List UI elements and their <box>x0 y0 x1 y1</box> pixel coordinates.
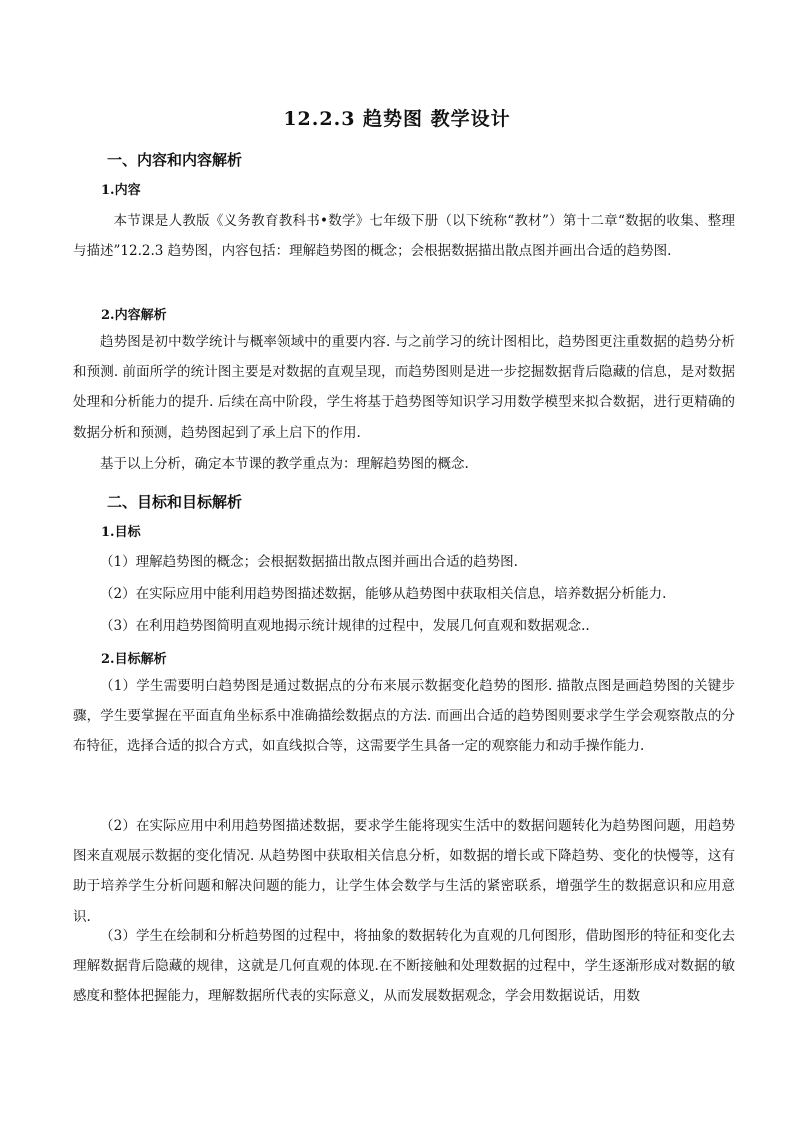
paragraph-content: 本节课是人教版《义务教育教科书•数学》七年级下册（以下统称“教材”）第十二章“数据的收集、整理与描述”12.2.3 趋势图，内容包括：理解趋势图的概念；会根据数据描出散点图并画出合适的趋势图. <box>73 213 735 260</box>
paragraph-content-analysis: 趋势图是初中数学统计与概率领域中的重要内容. 与之前学习的统计图相比，趋势图更注重数据的趋势分析和预测. 前面所学的统计图主要是对数据的直观呈现，而趋势图则是进一步挖掘数据背后隐藏的信息，是对数据处理和分析能力的提升. 后续在高中阶段，学生将基于趋势图等知识学习用数学模型来拟合数据，进行更精确的数据分析和预测，趋势图起到了承上启下的作用. <box>73 334 735 441</box>
paragraph-goal-analysis-2: （2）在实际应用中利用趋势图描述数据，要求学生能将现实生活中的数据问题转化为趋势图问题，用趋势图来直观展示数据的变化情况. 从趋势图中获取相关信息分析，如数据的增长或下降趋势、变化的快慢等，这有助于培养学生分析问题和解决问题的能力，让学生体会数学与生活的紧密联系，增强学生的数据意识和应用意识. <box>73 818 735 925</box>
goal-item: （1）理解趋势图的概念；会根据数据描出散点图并画出合适的趋势图. <box>100 554 518 570</box>
paragraph-goal-analysis-1: （1）学生需要明白趋势图是通过数据点的分布来展示数据变化趋势的图形. 描散点图是画趋势图的关键步骤，学生要掌握在平面直角坐标系中准确描绘数据点的方法. 而画出合适的趋势图则要求学生学会观察散点的分布特征，选择合适的拟合方式，如直线拟合等，这需要学生具备一定的观察能力和动手操作能力. <box>73 678 735 755</box>
subheading-content-analysis: 2.内容解析 <box>101 308 167 323</box>
paragraph-goal-analysis-3: （3）学生在绘制和分析趋势图的过程中，将抽象的数据转化为直观的几何图形，借助图形的特征和变化去理解数据背后隐藏的规律，这就是几何直观的体现.在不断接触和处理数据的过程中，学生逐渐形成对数据的敏感度和整体把握能力，理解数据所代表的实际意义，从而发展数据观念，学会用数据说话，用数 <box>73 928 735 1005</box>
section-heading-goals: 二、目标和目标解析 <box>107 493 243 511</box>
document-title: 12.2.3 趋势图 教学设计 <box>283 108 511 130</box>
goal-item: （3）在利用趋势图简明直观地揭示统计规律的过程中，发展几何直观和数据观念.. <box>100 618 590 634</box>
section-heading-content: 一、内容和内容解析 <box>107 151 243 169</box>
paragraph-key-point: 基于以上分析，确定本节课的教学重点为：理解趋势图的概念. <box>100 456 469 472</box>
subheading-content: 1.内容 <box>101 183 141 198</box>
subheading-goal-analysis: 2.目标解析 <box>101 652 167 667</box>
goal-item: （2）在实际应用中能利用趋势图描述数据，能够从趋势图中获取相关信息，培养数据分析能力. <box>100 586 667 602</box>
subheading-goals: 1.目标 <box>101 525 141 540</box>
